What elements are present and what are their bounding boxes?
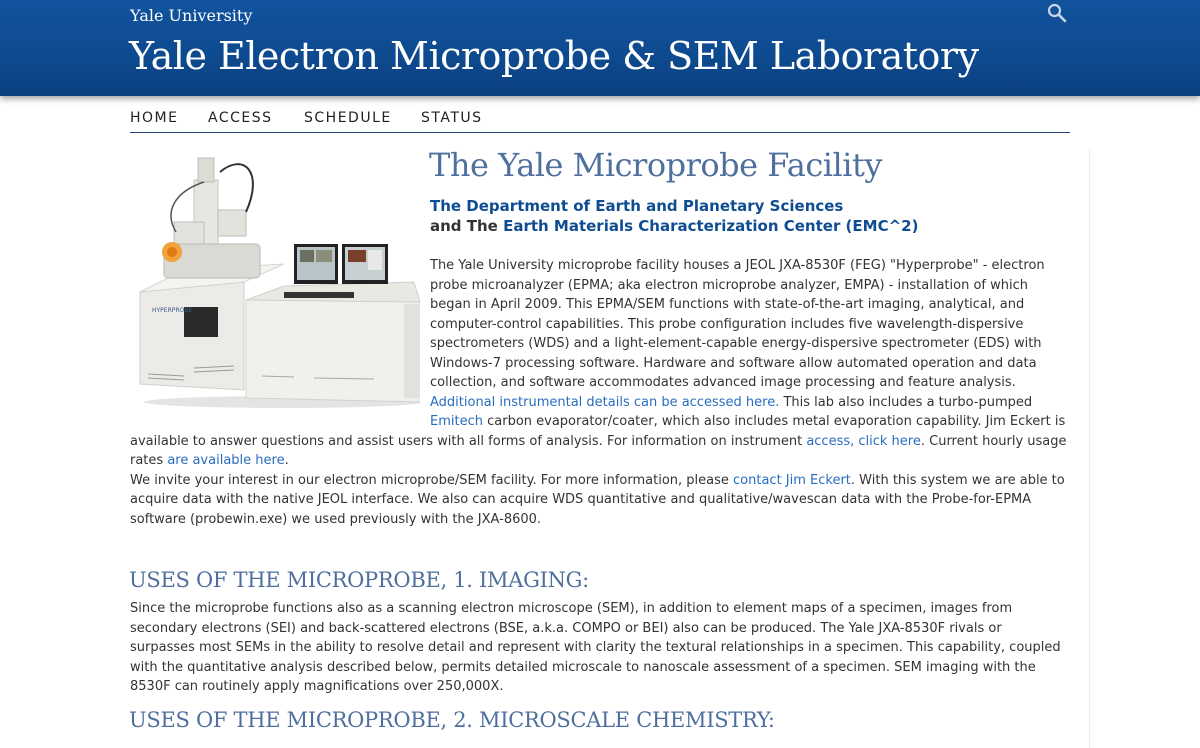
emc2-link[interactable]: Earth Materials Characterization Center (EMC^2): [503, 217, 919, 235]
usage-rates-link[interactable]: are available here: [167, 453, 285, 468]
contact-link[interactable]: contact Jim Eckert: [733, 472, 851, 488]
nav-schedule[interactable]: SCHEDULE: [304, 110, 392, 126]
intro-text-1: The Yale University microprobe facility houses a JEOL JXA-8530F (FEG) "Hyperprobe" - electron probe microanalyzer (EPMA; aka electron microprobe analyzer, EMPA) - installation of which began in April 2009. This EPMA/SEM functions with state-of-the-art imaging, analytical, and computer-control capabilities. This probe configuration includes five wavelength-dispersive spectrometers (WDS) and a light-element-capable energy-dispersive spectrometer (EDS) with Windows-7 processing software. Hardware and software allow automated operation and data collection, and software accommodates advanced image processing and feature analysis.: [430, 258, 1045, 390]
dept-and-text: and The: [430, 217, 504, 235]
intro-text: [130, 256, 1070, 529]
invite-text-2: . With this system we are able to acquire data with the native JEOL interface. We also can acquire WDS quantitative and qualitative/wavescan data with the Probe-for-EPMA software (probewin.exe) we used previously with the JXA-8600.: [130, 472, 1065, 527]
intro-text-3: carbon evaporator/coater, which also includes metal evaporation capability. Jim Eckert is available to answer questions and assist users with all forms of analysis. For information on instrument: [130, 414, 1066, 449]
section-heading-imaging: USES OF THE MICROPROBE, 1. IMAGING:: [129, 568, 589, 592]
site-header: [0, 0, 1200, 96]
main-nav: [130, 108, 1070, 133]
invite-text-1: We invite your interest in our electron microprobe/SEM facility. For more information, please: [130, 472, 734, 488]
section-heading-chemistry: USES OF THE MICROPROBE, 2. MICROSCALE CHEMISTRY:: [129, 708, 775, 732]
intro-paragraph-cont: [130, 412, 1070, 471]
site-title[interactable]: Yale Electron Microprobe & SEM Laboratory: [129, 34, 979, 78]
content-divider: [1089, 148, 1090, 748]
nav-status[interactable]: STATUS: [421, 110, 483, 126]
dept-eps-link[interactable]: The Department of Earth and Planetary Sciences: [430, 197, 844, 215]
intro-text-2: This lab also includes a turbo-pumped: [779, 394, 1033, 410]
imaging-paragraph: Since the microprobe functions also as a scanning electron microscope (SEM), in addition to element maps of a specimen, images from secondary electrons (SEI) and back-scattered electrons (BSE, a.k.a. COMPO or BEI) also can be produced. The Yale JXA-8530F rivals or surpasses most SEMs in the ability to resolve detail and represent with clarity the textural relationships in a specimen. This capability, coupled with the quantitative analysis described below, permits detailed microscale to nanoscale assessment of a specimen. SEM imaging with the 8530F can routinely apply magnifications over 250,000X.: [130, 601, 1061, 694]
access-link[interactable]: access, click here: [806, 433, 921, 449]
university-name[interactable]: Yale University: [130, 6, 253, 25]
cabinet-label: HYPERPROBE: [152, 307, 193, 314]
page-title: The Yale Microprobe Facility: [429, 146, 882, 184]
intro-text-4: . Current hourly usage rates: [130, 433, 1067, 468]
department-heading: [430, 196, 918, 236]
intro-text-5: .: [284, 453, 289, 468]
search-icon[interactable]: [1046, 2, 1068, 24]
nav-access[interactable]: ACCESS: [208, 110, 273, 126]
intro-paragraph: [130, 256, 1070, 412]
invite-paragraph: [130, 471, 1070, 530]
emitech-link[interactable]: Emitech: [430, 414, 483, 429]
instrument-details-link[interactable]: Additional instrumental details can be accessed here.: [430, 394, 780, 410]
nav-home[interactable]: HOME: [130, 110, 179, 126]
